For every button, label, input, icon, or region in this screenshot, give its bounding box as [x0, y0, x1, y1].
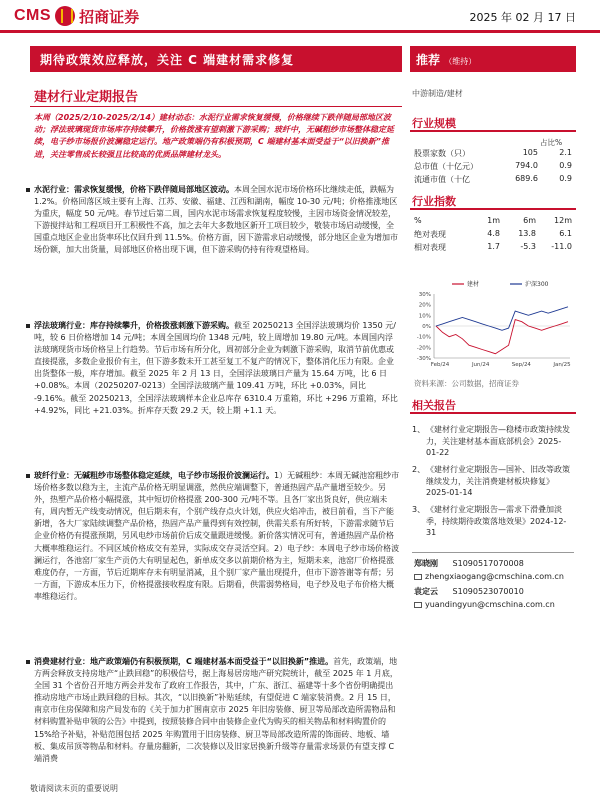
chart-y-tick-label: 20%: [418, 302, 431, 309]
chart-y-tick-label: 0%: [422, 324, 431, 330]
header-divider: [0, 30, 600, 33]
index-chart-svg: [412, 276, 574, 372]
index-value: -5.3: [520, 242, 536, 251]
rating-value: 推荐: [416, 53, 441, 67]
analyst-email-row[interactable]: [414, 600, 555, 609]
scale-label: 股票家数（只）: [414, 149, 470, 158]
chart-legend-label: 沪深300: [525, 281, 549, 288]
chart-legend-label: 建材: [467, 281, 480, 288]
analyst-name-row: [414, 558, 524, 569]
index-col-header: 12m: [554, 216, 572, 225]
index-col-header: 6m: [523, 216, 536, 225]
scale-label: 流通市值（十亿: [414, 175, 470, 184]
scale-value: 794.0: [515, 161, 538, 170]
related-item-num: 1、: [412, 425, 426, 434]
section-fiberglass: [34, 470, 400, 603]
section-lead: 水泥行业：需求恢复缓慢，价格下跌伴随局部地区波动。: [34, 185, 234, 194]
scale-value: 105: [522, 148, 538, 157]
bullet-icon: [26, 188, 30, 192]
scale-heading: [410, 114, 576, 132]
related-item-text[interactable]: 《建材行业定期报告—需求下滑叠加淡季，持续期待政策落地效果》2024-12-31: [426, 505, 567, 537]
company-logo: [14, 4, 139, 28]
rating-banner: [410, 46, 576, 72]
section-body: 首先，政策端，地方两会释放支持房地产“止跌回稳”的积极信号，据上海易居房地产研究院统计，截至 2025 年 1 月底，全国 31 个省份召开地方两会并发布了政府工作报告，其中，广东、浙江、福建等十多个省份明确提出推动房地产市场止跌回稳的目标。其次，“以旧换新”补贴延续，有望促进 C 端家装消费。2 月 15 日，南京市住房保障和房产局发布的《关于加力扩围南京市 2025 年旧房装修、厨卫等局部改造所需物品和材料购置补贴申领的公告》中提到，按照装修合同中由装修企业代为购买的相关物品和材料购置价的 15%给予补贴，补贴范围包括 2025 年购置用于旧房装修、厨卫等局部改造所需的饰面砖、地板、墙板、集成吊顶等物品和材料。存量房翻新，二次装修以及旧家居换新升级等存量需求场景仍有望支撑 C 端消费: [34, 657, 398, 763]
scale-pct: 0.9: [559, 161, 572, 170]
related-item-text[interactable]: 《建材行业定期报告—稳楼市政策持续发力，关注建材基本面底部机会》2025-01-22: [426, 425, 570, 457]
chart-y-tick-label: -20%: [416, 345, 431, 352]
analyst-email-row[interactable]: [414, 572, 564, 581]
mail-icon: [414, 602, 422, 608]
left-divider: [30, 106, 402, 107]
analyst-name: 袁定云: [414, 587, 438, 596]
scale-value: 689.6: [515, 174, 538, 183]
section-body: 截至 20250213 全国浮法玻璃均价 1350 元/吨，较 6 日价格增加 14 元/吨；本周全国周均价 1348 元/吨，较上周增加 19.80 元/吨。本周国内浮法玻璃现货市场价格呈上行趋势。节后市场有所分化，周初部分企业为刺激下游采购，取消节前优惠或直接提涨，多数企业报价有主，但下游多数未开工甚至复工不复产的情况下，整体消化压力有限。企业出货整体一般，库存增加。截至 2025 年 2 月 13 日，全国浮法玻璃日产量为 15.64 万吨，比 6 日 +0.08%。本周（20250207-0213）全国浮法玻璃产量 109.41 万吨，环比 +0.03%，同比 -9.16%。截至 20250213，全国浮法玻璃样本企业总库存 6310.4 万重箱，环比 +296 万重箱，环比 +4.92%，同比 +21.03%。折库存天数 29.2 天，较上期 +1.1 天。: [34, 321, 398, 415]
analyst-name-row: [414, 586, 524, 597]
section-lead: 消费建材行业：地产政策端仍有积极预期，C 端建材基本面受益于“以旧换新”推进。: [34, 657, 334, 666]
scale-pct: 0.9: [559, 174, 572, 183]
logo-cn-text: 招商证券: [79, 7, 140, 26]
index-value: 13.8: [518, 229, 536, 238]
summary-paragraph: 本周（2025/2/10-2025/2/14）建材动态：水泥行业需求恢复缓慢，价格继续下跌伴随局部地区波动；浮法玻璃现货市场库存持续攀升，价格拨涨有望刺激下游采购；玻纤中，无碱粗纱市场整体稳定延续，电子纱市场报价波澜稳定运行。地产政策端仍有积极预期，C 端建材基本面受益于“以旧换新”推进，关注零售成长较强且比较高的优质品牌建材龙头。: [34, 113, 394, 159]
index-value: -11.0: [551, 242, 572, 251]
related-heading: [410, 396, 576, 414]
rating-sub: （维持）: [444, 57, 477, 66]
scale-pct-header: 占比%: [540, 138, 563, 147]
report-title: 期待政策效应释放，关注 C 端建材需求修复: [40, 53, 295, 67]
section-cement: [34, 184, 400, 257]
chart-source: 资料来源：公司数据，招商证券: [414, 379, 519, 388]
section-lead: 玻纤行业：无碱粗纱市场整体稳定延续，电子纱市场报价波澜运行。: [34, 471, 274, 480]
related-title: 相关报告: [412, 399, 456, 412]
chart-y-tick-label: -30%: [416, 356, 431, 362]
index-col-header: %: [414, 216, 422, 225]
index-label: 绝对表现: [414, 230, 446, 239]
section-body: 1）无碱粗纱：本周无碱池窑粗纱市场价格多数以稳为主，主流产品价格无明显调涨，然供应端调整下，普通热固产品产量增至较少。另外，热塑产品价格小幅提涨，其中短切价格提涨 200-300 元/吨不等。且各厂家出货良好，供应端未有，周内暂无产线变动情况，但后期未有，个别产线存点火计划，供应火焰冲击，被目前看，当下产能新增，各大厂家陆续调整产品价格，热固产品产量得到有效控制，供需关系有所好转，下游需求随节后企业价格仍有提涨预期，另风电纱市场前价后成交量跟进缓慢。新价落实情况可有，普通热固产品价格大概率维稳运行。不同区域价格成交有差异，实际成交存灵活空间。2）电子纱：本周电子纱市场价格波澜运行，各池窑厂家生产贡仍大有明显起色，新单成交多以前期价格为主，短期未来，池窑厂价格提涨难度仍存，一方面，节后近期库存未有明显消减，且个别厂家产量出现提升，但市下游答谢等有帮；另一方面，下游成本压力下，价格提涨接收程度有限。后期看，供需弱势格局，电子纱及电子布价格大概率维稳运行。: [34, 471, 400, 601]
analyst-name: 郑晓刚: [414, 559, 438, 568]
chart-x-tick-label: Feb/24: [430, 362, 450, 368]
page-header: [0, 0, 600, 32]
scale-title: 行业规模: [412, 117, 456, 130]
chart-y-tick-label: 30%: [418, 292, 431, 298]
mail-icon: [414, 574, 422, 580]
related-item-num: 2、: [412, 465, 426, 474]
analyst-email[interactable]: yuandingyun@cmschina.com.cn: [425, 600, 555, 609]
chart-x-tick-label: Jun/24: [471, 362, 490, 368]
bullet-icon: [26, 474, 30, 478]
report-type: 建材行业定期报告: [34, 90, 139, 105]
title-banner: [30, 46, 402, 72]
analyst-id: S1090523070010: [452, 587, 524, 596]
chart-y-tick-label: 10%: [418, 313, 431, 320]
page-footer: 敬请阅读末页的重要说明: [30, 784, 118, 793]
index-value: 6.1: [559, 229, 572, 238]
index-col-header: 1m: [487, 216, 500, 225]
section-body: 本周全国水泥市场价格环比继续走低，跌幅为 1.2%。价格回落区域主要有上海、江苏、安徽、福建、江西和湖南，幅度 10-30 元/吨；价格推涨地区为重庆，幅度 50 元/吨。春节过后第二周，国内水泥市场需求恢复程度较慢，主因市场资金情况较差，下游搅拌站和工程项目开工积极性不高，加之去年大多数地区新开工项目较少，敬装市场启动缓慢，全国重点地区企业出货率环比仅回升到 11.5%。价格方面，因下游需求启动缓慢，部分地区企业为增加市场份额，加大出货量，局部地区价格出现下调，但下游采购仍持有待观望格局。: [34, 185, 398, 255]
index-heading: [410, 192, 576, 210]
scale-pct: 2.1: [559, 148, 572, 157]
bullet-icon: [26, 660, 30, 664]
chart-series-line: [436, 320, 568, 354]
section-consumer-materials: [34, 656, 400, 765]
related-item-num: 3、: [412, 505, 426, 514]
index-chart: [412, 276, 574, 372]
rating-label: [416, 51, 476, 68]
analyst-email[interactable]: zhengxiaogang@cmschina.com.cn: [425, 572, 564, 581]
bullet-icon: [26, 324, 30, 328]
index-value: 1.7: [487, 242, 500, 251]
scale-label: 总市值（十亿元）: [414, 162, 478, 171]
chart-x-tick-label: Sep/24: [511, 362, 531, 368]
report-date: 2025 年 02 月 17 日: [469, 11, 576, 24]
analyst-divider: [412, 552, 574, 553]
index-title: 行业指数: [412, 195, 456, 208]
logo-mark-icon: [55, 6, 75, 26]
section-lead: 浮法玻璃行业：库存持续攀升，价格拨涨刺激下游采购。: [34, 321, 234, 330]
related-item-text[interactable]: 《建材行业定期报告—国补、旧改等政策继续发力，关注消费建材板块修复》2025-01-14: [426, 465, 570, 497]
chart-x-tick-label: Jan/25: [553, 362, 571, 368]
index-label: 相对表现: [414, 243, 446, 252]
chart-y-tick-label: -10%: [416, 334, 431, 341]
chart-series-line: [436, 307, 568, 331]
index-value: 4.8: [487, 229, 500, 238]
industry-path: 中游制造/建材: [412, 89, 463, 98]
section-glass: [34, 320, 400, 417]
logo-cms-text: CMS: [14, 7, 52, 24]
analyst-id: S1090517070008: [452, 559, 524, 568]
